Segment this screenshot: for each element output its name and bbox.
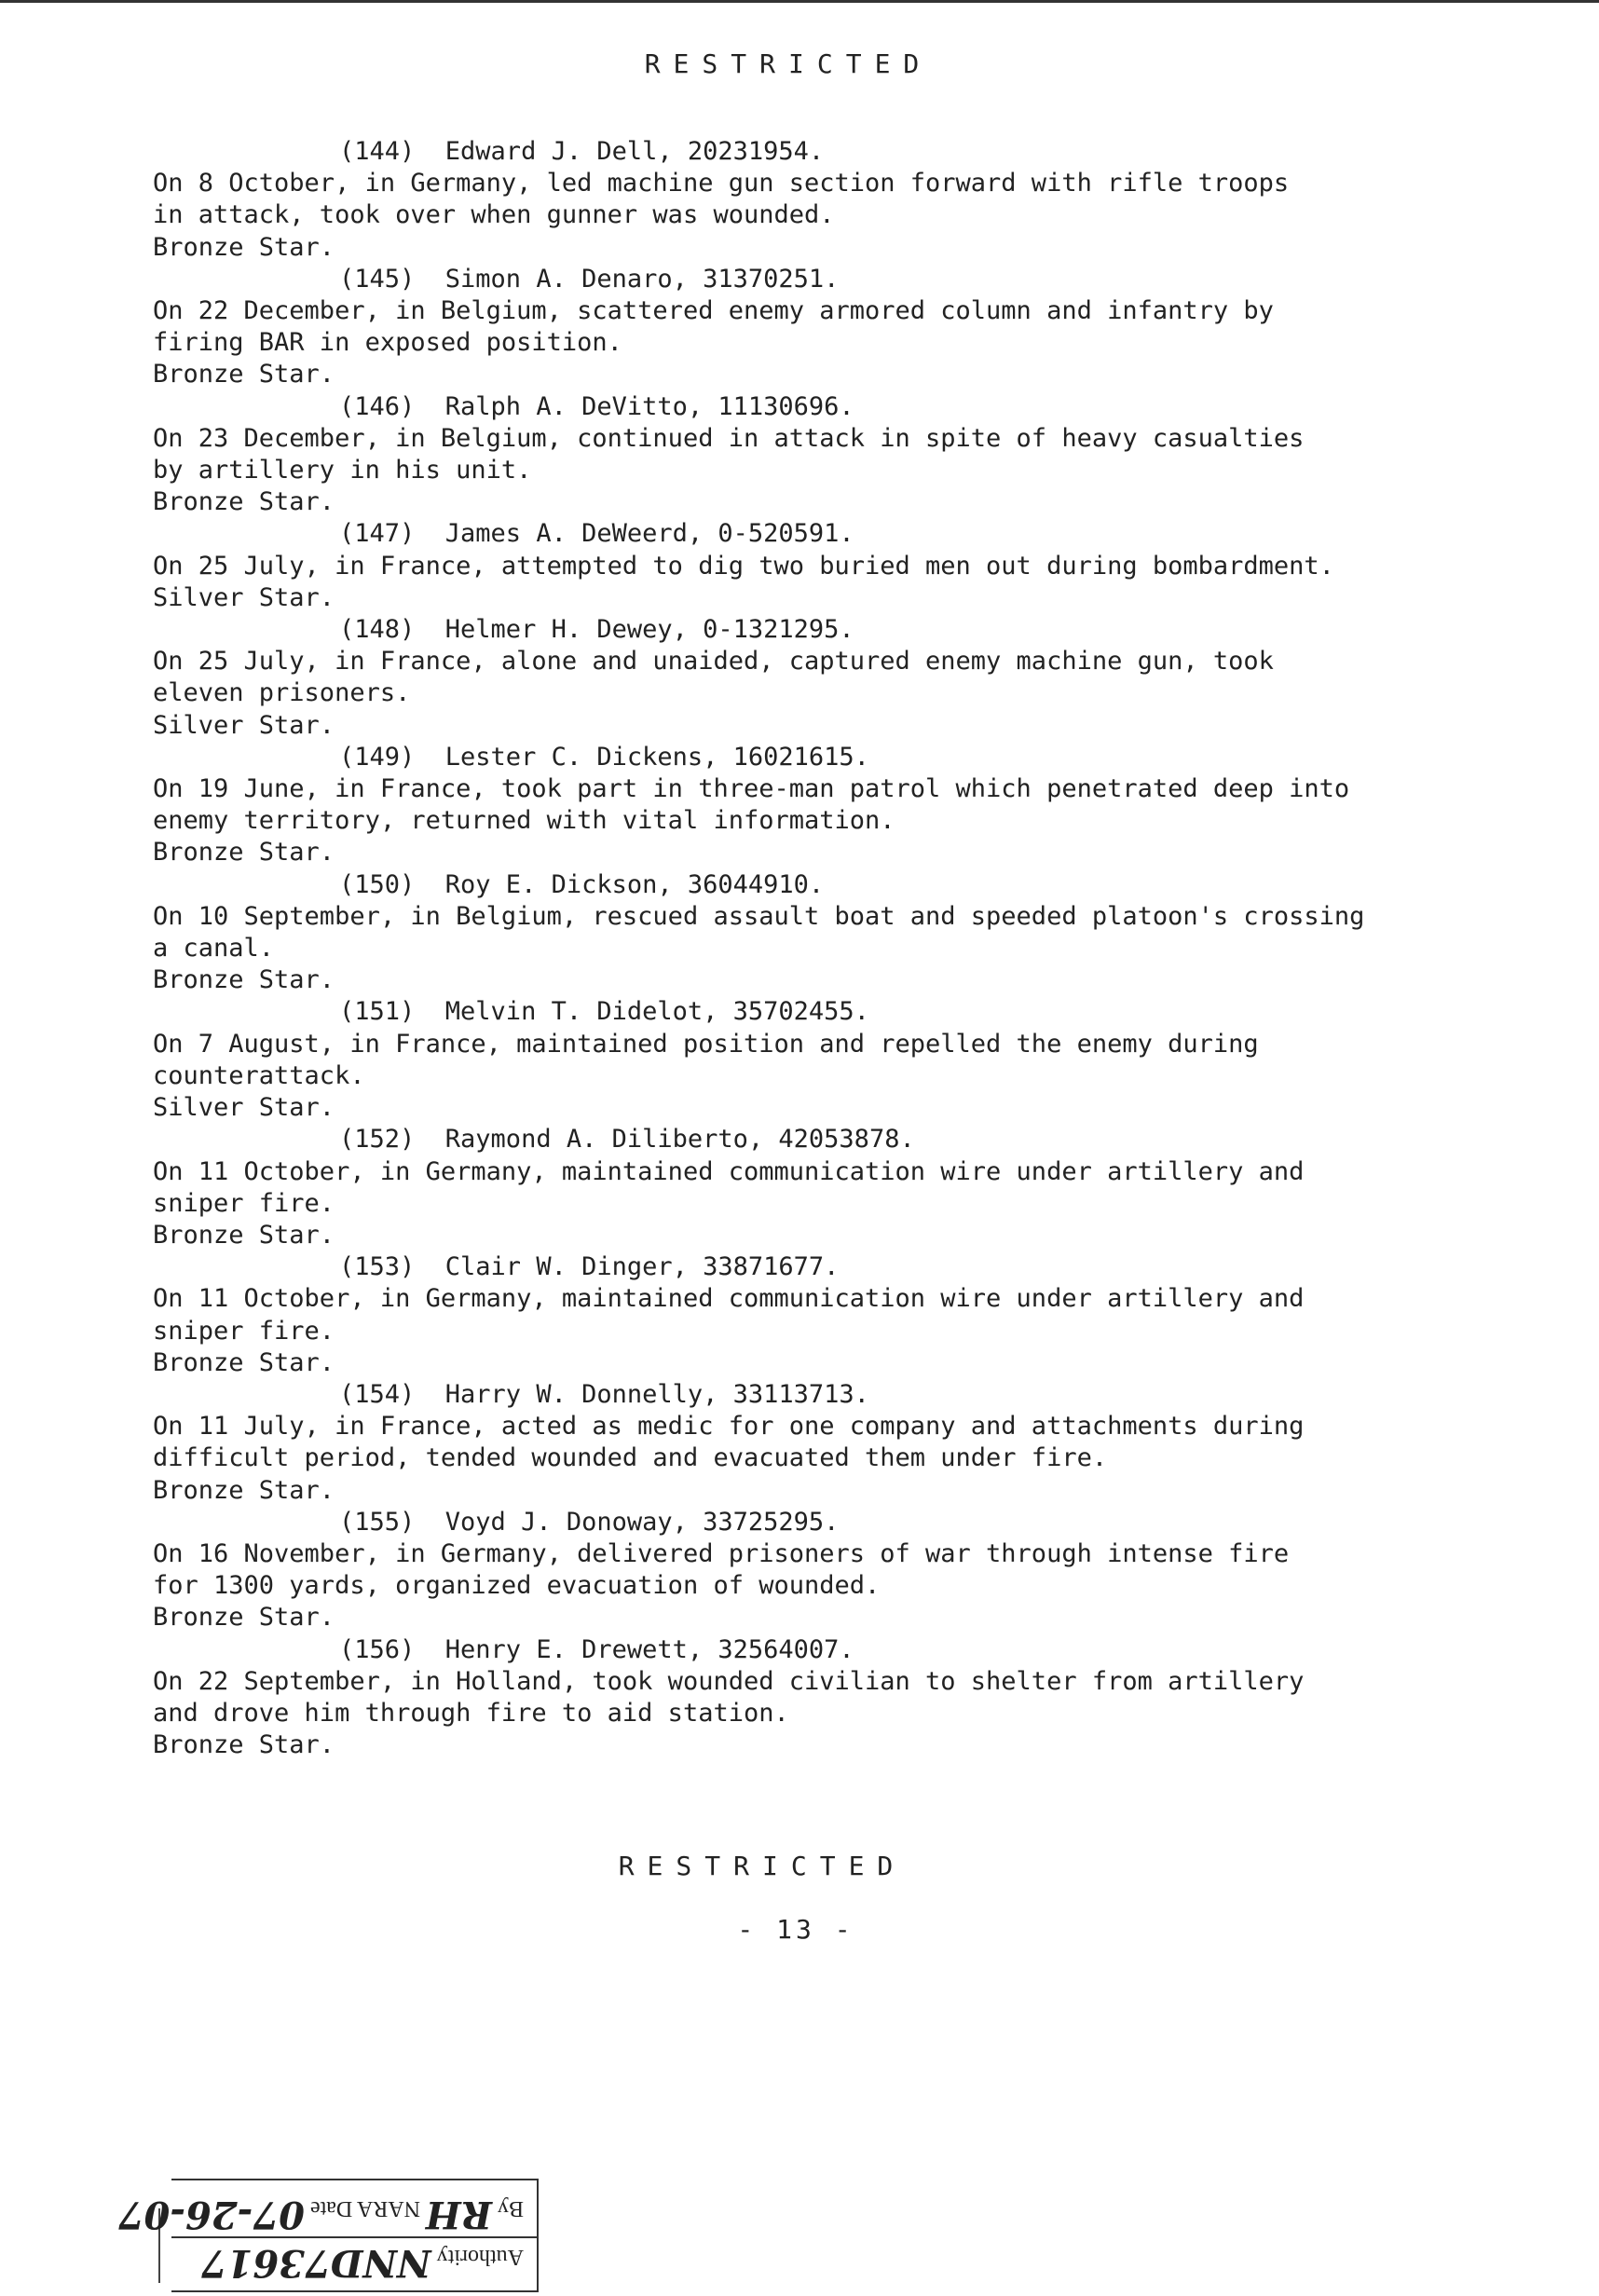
- entry-citation-line: On 23 December, in Belgium, continued in attack in spite of heavy casualties: [153, 423, 1305, 453]
- stamp-agency: NARA: [358, 2196, 420, 2221]
- entry-citation-line: enemy territory, returned with vital information.: [153, 806, 895, 836]
- entry-citation-line: On 25 July, in France, alone and unaided, captured enemy machine gun, took: [153, 647, 1274, 676]
- award-entry: [153, 1124, 1457, 1251]
- entry-award: Bronze Star.: [153, 1603, 335, 1633]
- entry-citation-line: for 1300 yards, organized evacuation of wounded.: [153, 1571, 881, 1601]
- entry-award: Bronze Star.: [153, 1475, 335, 1505]
- entry-heading: (152) Raymond A. Diliberto, 42053878.: [339, 1125, 915, 1155]
- entry-body: [153, 773, 1457, 869]
- entry-body: [153, 423, 1457, 519]
- footer-classification: RESTRICTED: [618, 1851, 907, 1881]
- entry-citation-line: On 11 October, in Germany, maintained communication wire under artillery and: [153, 1156, 1305, 1186]
- declassification-stamp: [117, 2179, 539, 2292]
- award-list: [153, 136, 1457, 1761]
- entry-heading: (150) Roy E. Dickson, 36044910.: [339, 869, 825, 899]
- entry-heading: (153) Clair W. Dinger, 33871677.: [339, 1252, 840, 1282]
- entry-citation-line: and drove him through fire to aid station.: [153, 1698, 789, 1728]
- stamp-content: [117, 2180, 537, 2290]
- entry-heading: (155) Voyd J. Donoway, 33725295.: [339, 1507, 840, 1537]
- stamp-authority-line: [201, 2241, 524, 2285]
- entry-award: Bronze Star.: [153, 360, 335, 390]
- entry-citation-line: On 10 September, in Belgium, rescued assault boat and speeded platoon's crossing: [153, 901, 1365, 931]
- entry-citation-line: difficult period, tended wounded and evacuated them under fire.: [153, 1443, 1108, 1473]
- entry-body: [153, 168, 1457, 264]
- award-entry: [153, 264, 1457, 391]
- entry-body: [153, 1411, 1457, 1507]
- stamp-authority-label: Authority: [436, 2245, 524, 2269]
- entry-heading: (156) Henry E. Drewett, 32564007.: [339, 1634, 854, 1664]
- award-entry: [153, 391, 1457, 519]
- entry-award: Silver Star.: [153, 710, 335, 740]
- entry-award: Bronze Star.: [153, 232, 335, 262]
- entry-citation-line: in attack, took over when gunner was wounded.: [153, 200, 835, 230]
- stamp-authority-number: NND73617: [200, 2241, 431, 2285]
- entry-citation-line: counterattack.: [153, 1060, 365, 1090]
- entry-body: [153, 1283, 1457, 1379]
- award-entry: [153, 1634, 1457, 1762]
- entry-award: Bronze Star.: [153, 1730, 335, 1760]
- entry-award: Silver Star.: [153, 582, 335, 612]
- entry-heading: (154) Harry W. Donnelly, 33113713.: [339, 1379, 869, 1409]
- award-entry: [153, 518, 1457, 614]
- entry-award: Bronze Star.: [153, 838, 335, 868]
- award-entry: [153, 1379, 1457, 1507]
- entry-award: Bronze Star.: [153, 487, 335, 517]
- entry-citation-line: On 8 October, in Germany, led machine gun section forward with rifle troops: [153, 169, 1290, 198]
- entry-body: [153, 1666, 1457, 1762]
- entry-citation-line: sniper fire.: [153, 1316, 335, 1346]
- entry-citation-line: On 11 July, in France, acted as medic for one company and attachments during: [153, 1412, 1305, 1442]
- entry-citation-line: eleven prisoners.: [153, 678, 411, 708]
- entry-citation-line: On 11 October, in Germany, maintained communication wire under artillery and: [153, 1284, 1305, 1314]
- entry-citation-line: by artillery in his unit.: [153, 456, 532, 485]
- entry-citation-line: a canal.: [153, 934, 275, 964]
- stamp-by-label: By: [497, 2196, 524, 2221]
- entry-citation-line: sniper fire.: [153, 1188, 335, 1218]
- award-entry: [153, 996, 1457, 1124]
- page-number: - 13 -: [737, 1914, 854, 1945]
- entry-heading: (144) Edward J. Dell, 20231954.: [339, 137, 825, 166]
- entry-heading: (147) James A. DeWeerd, 0-520591.: [339, 519, 854, 549]
- entry-heading: (145) Simon A. Denaro, 31370251.: [339, 264, 840, 294]
- award-entry: [153, 136, 1457, 264]
- entry-award: Bronze Star.: [153, 965, 335, 995]
- entry-citation-line: On 16 November, in Germany, delivered prisoners of war through intense fire: [153, 1538, 1290, 1568]
- entry-award: Bronze Star.: [153, 1347, 335, 1377]
- award-entry: [153, 614, 1457, 742]
- stamp-divider: [171, 2236, 537, 2238]
- entry-heading: (149) Lester C. Dickens, 16021615.: [339, 742, 869, 772]
- award-entry: [153, 1251, 1457, 1379]
- entry-citation-line: On 22 September, in Holland, took wounded civilian to shelter from artillery: [153, 1666, 1305, 1696]
- top-rule: [0, 0, 1599, 3]
- entry-heading: (148) Helmer H. Dewey, 0-1321295.: [339, 615, 854, 645]
- entry-citation-line: On 19 June, in France, took part in three-man patrol which penetrated deep into: [153, 774, 1350, 804]
- entry-body: [153, 1029, 1457, 1125]
- entry-citation-line: On 22 December, in Belgium, scattered enemy armored column and infantry by: [153, 296, 1274, 326]
- entry-heading: (146) Ralph A. DeVitto, 11130696.: [339, 391, 854, 421]
- entry-body: [153, 901, 1457, 997]
- award-entry: [153, 869, 1457, 997]
- entry-body: [153, 1156, 1457, 1252]
- stamp-date-label: Date: [309, 2196, 353, 2221]
- entry-heading: (151) Melvin T. Didelot, 35702455.: [339, 997, 869, 1027]
- award-entry: [153, 1507, 1457, 1634]
- header-classification: RESTRICTED: [644, 48, 933, 79]
- entry-award: Silver Star.: [153, 1093, 335, 1123]
- entry-body: [153, 1538, 1457, 1634]
- entry-body: [153, 646, 1457, 742]
- stamp-date: 07-26-07: [117, 2193, 305, 2236]
- award-entry: [153, 742, 1457, 869]
- entry-citation-line: firing BAR in exposed position.: [153, 328, 622, 358]
- entry-citation-line: On 7 August, in France, maintained position and repelled the enemy during: [153, 1029, 1259, 1059]
- entry-citation-line: On 25 July, in France, attempted to dig two buried men out during bombardment.: [153, 551, 1334, 581]
- entry-body: [153, 295, 1457, 391]
- entry-body: [153, 551, 1457, 614]
- entry-award: Bronze Star.: [153, 1220, 335, 1250]
- stamp-by-line: [118, 2193, 524, 2236]
- stamp-initials: RH: [425, 2193, 492, 2236]
